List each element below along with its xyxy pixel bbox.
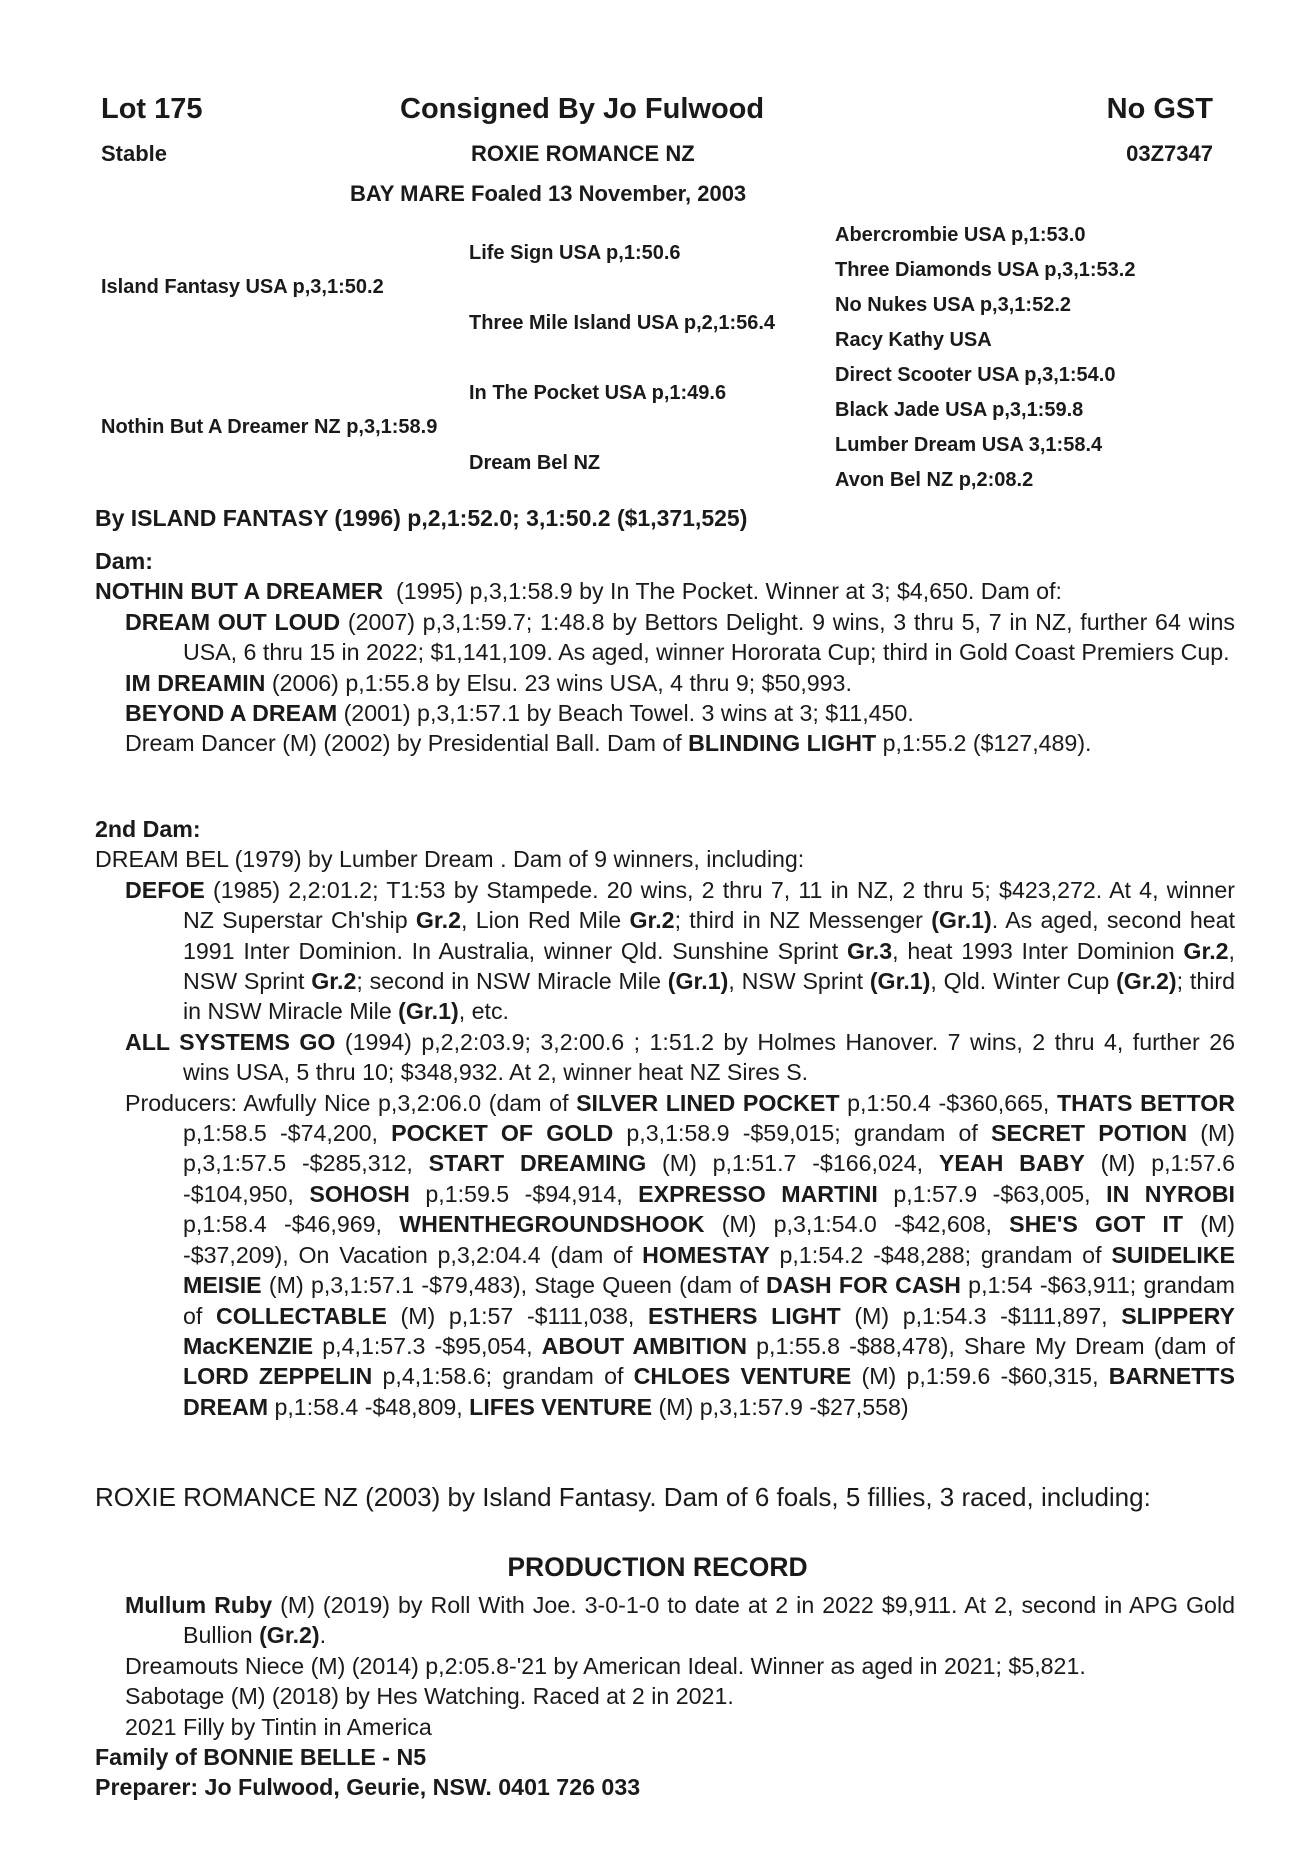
race-grade: (Gr.1) (667, 968, 729, 995)
pedigree-g3: Abercrombie USA p,1:53.0 (835, 224, 1086, 246)
list-item (95, 728, 1235, 758)
foal-name: IN NYROBI (1106, 1180, 1235, 1207)
sire-summary: By ISLAND FANTASY (1996) p,2,1:52.0; 3,1:50.2 ($1,371,525) (95, 505, 748, 531)
foal-details: , NSW Sprint (728, 968, 870, 995)
producer-details: (M) p,1:54.3 -$111,897, (840, 1302, 1122, 1329)
foal-details: ; third in NSW Miracle Mile (183, 968, 1235, 1025)
pedigree-g3: No Nukes USA p,3,1:52.2 (835, 294, 1072, 316)
foal-name: IM DREAMIN (125, 669, 266, 696)
pedigree-g3: Racy Kathy USA (835, 329, 992, 351)
dam-intro (95, 576, 1235, 606)
foal-name: ALL SYSTEMS GO (125, 1028, 336, 1055)
race-grade: (Gr.2) (259, 1622, 320, 1649)
foal-name: Mullum Ruby (125, 1592, 273, 1618)
pedigree-g3: Three Diamonds USA p,3,1:53.2 (835, 259, 1136, 281)
foal-name: SUIDELIKE MEISIE (183, 1241, 1235, 1299)
foal-details: ; second in NSW Miracle Mile (356, 968, 668, 995)
producer-details: p,1:54 -$63,911; grandam of (183, 1272, 1235, 1329)
foal-details: . (319, 1622, 327, 1649)
foal-name: BLINDING LIGHT (688, 730, 877, 757)
horse-code: 03Z7347 (1126, 141, 1213, 166)
race-grade: Gr.2 (311, 968, 357, 995)
foal-name: YEAH BABY (938, 1150, 1085, 1177)
foal-name: ABOUT AMBITION (541, 1332, 748, 1359)
foal-name: DREAM OUT LOUD (125, 608, 341, 635)
race-grade: Gr.2 (1183, 937, 1229, 964)
preparer-line: Preparer: Jo Fulwood, Geurie, NSW. 0401 726 033 (95, 1774, 641, 1801)
producer-details: p,4,1:58.6; grandam of (372, 1363, 634, 1390)
foal-name: LORD ZEPPELIN (183, 1363, 373, 1390)
foaled-line: BAY MARE Foaled 13 November, 2003 (350, 181, 747, 206)
dam-details: (1995) p,3,1:58.9 by In The Pocket. Winner at 3; $4,650. Dam of: (383, 578, 1062, 605)
list-item: 2021 Filly by Tintin in America (125, 1713, 432, 1740)
foal-name: THATS BETTOR (1056, 1089, 1235, 1116)
foal-name: SECRET POTION (991, 1120, 1188, 1147)
list-item (95, 875, 1235, 1027)
pedigree-g3: Avon Bel NZ p,2:08.2 (835, 469, 1034, 491)
pedigree-dam-dam: Dream Bel NZ (469, 452, 601, 474)
foal-details: (2001) p,3,1:57.1 by Beach Towel. 3 wins at 3; $11,450. (337, 700, 914, 727)
consignor: Consigned By Jo Fulwood (400, 93, 765, 125)
pedigree-g3: Black Jade USA p,3,1:59.8 (835, 399, 1084, 421)
producer-details: (M) -$37,209), On Vacation p,3,2:04.4 (dam of (183, 1211, 1236, 1268)
foal-name: LIFES VENTURE (469, 1393, 653, 1420)
pedigree-dam: Nothin But A Dreamer NZ p,3,1:58.9 (101, 416, 438, 438)
foal-details: (2006) p,1:55.8 by Elsu. 23 wins USA, 4 thru 9; $50,993. (265, 669, 852, 696)
race-grade: (Gr.1) (398, 998, 459, 1025)
foal-name: CHLOES VENTURE (633, 1363, 852, 1390)
foal-name: ESTHERS LIGHT (648, 1302, 841, 1329)
family-line: Family of BONNIE BELLE - N5 (95, 1744, 427, 1771)
foal-name: SLIPPERY MacKENZIE (183, 1302, 1236, 1359)
list-item: Sabotage (M) (2018) by Hes Watching. Raced at 2 in 2021. (125, 1683, 734, 1710)
list-item (95, 607, 1235, 668)
list-item (95, 668, 1235, 698)
dam-section (95, 546, 1235, 759)
foal-details: (M) (2019) by Roll With Joe. 3-0-1-0 to date at 2 in 2022 $9,911. At 2, second in APG Gold Bullion (183, 1592, 1235, 1649)
foal-details: , heat 1993 Inter Dominion (892, 937, 1184, 964)
second-dam-intro: DREAM BEL (1979) by Lumber Dream . Dam of 9 winners, including: (95, 846, 805, 873)
foal-details: , Qld. Winter Cup (930, 968, 1117, 995)
producer-details: p,1:55.8 -$88,478), Share My Dream (dam of (747, 1332, 1236, 1359)
pedigree-g3: Direct Scooter USA p,3,1:54.0 (835, 364, 1116, 386)
race-grade: Gr.3 (847, 937, 893, 964)
foal-name: SHE'S GOT IT (1009, 1211, 1184, 1238)
producer-details: (M) p,1:59.6 -$60,315, (851, 1363, 1109, 1390)
producer-details: p,1:59.5 -$94,914, (409, 1180, 639, 1207)
pedigree-g3: Lumber Dream USA 3,1:58.4 (835, 434, 1103, 456)
mare-summary: ROXIE ROMANCE NZ (2003) by Island Fantasy. Dam of 6 foals, 5 fillies, 3 raced, including: (95, 1482, 1151, 1512)
dam-name: NOTHIN BUT A DREAMER (95, 578, 384, 605)
gst-status: No GST (1106, 93, 1213, 125)
race-grade: (Gr.1) (869, 968, 931, 995)
production-record-title: PRODUCTION RECORD (507, 1552, 808, 1582)
producer-details: Producers: Awfully Nice p,3,2:06.0 (dam of (125, 1089, 577, 1116)
producer-details: (M) p,3,1:57.5 -$285,312, (183, 1120, 1236, 1177)
producer-details: (M) p,1:57.6 -$104,950, (183, 1150, 1235, 1207)
foal-details: , Lion Red Mile (461, 907, 630, 934)
foal-name: SILVER LINED POCKET (576, 1089, 840, 1116)
producer-details: p,1:50.4 -$360,665, (839, 1089, 1057, 1116)
production-record (95, 1590, 1235, 1803)
foal-name: DASH FOR CASH (765, 1272, 961, 1299)
pedigree-sire-sire: Life Sign USA p,1:50.6 (469, 242, 681, 264)
producer-details: p,1:58.4 -$46,969, (183, 1211, 400, 1238)
producer-details: p,1:58.4 -$48,809, (268, 1393, 470, 1420)
producer-details: (M) p,3,1:57.9 -$27,558) (652, 1393, 909, 1420)
foal-details: ; third in NZ Messenger (674, 907, 932, 934)
foal-name: EXPRESSO MARTINI (638, 1180, 878, 1207)
foal-details: (2007) p,3,1:59.7; 1:48.8 by Bettors Delight. 9 wins, 3 thru 5, 7 in NZ, further 64 wins USA, 6 thru 15 in 2022; $1,141,109. As aged, winner Hororata Cup; third in Gold Coast Premiers Cup. (183, 608, 1235, 666)
foal-details: p,1:55.2 ($127,489). (876, 730, 1092, 757)
foal-details: , NSW Sprint (183, 937, 1235, 995)
list-item (95, 1590, 1235, 1651)
foal-details: . As aged, second heat 1991 Inter Dominion. In Australia, winner Qld. Sunshine Sprint (183, 907, 1236, 964)
foal-details: Dream Dancer (M) (2002) by Presidential Ball. Dam of (125, 730, 689, 757)
second-dam-section (95, 814, 1235, 1422)
foal-details: (1994) p,2,2:03.9; 3,2:00.6 ; 1:51.2 by Holmes Hanover. 7 wins, 2 thru 4, further 26 wins USA, 5 thru 10; $348,932. At 2, winner heat NZ Sires S. (183, 1028, 1235, 1086)
race-grade: (Gr.1) (931, 907, 992, 934)
dam-label: Dam: (95, 548, 153, 574)
producers-paragraph (95, 1088, 1235, 1422)
second-dam-label: 2nd Dam: (95, 816, 201, 842)
foal-name: COLLECTABLE (215, 1302, 387, 1329)
pedigree-sire-dam: Three Mile Island USA p,2,1:56.4 (469, 312, 776, 334)
foal-details: (1985) 2,2:01.2; T1:53 by Stampede. 20 wins, 2 thru 7, 11 in NZ, 2 thru 5; $423,272. At 4, winner NZ Superstar Ch'ship (183, 876, 1235, 934)
foal-name: HOMESTAY (642, 1241, 770, 1268)
race-grade: Gr.2 (415, 907, 461, 934)
race-grade: (Gr.2) (1116, 968, 1177, 995)
producer-details: p,1:58.5 -$74,200, (183, 1120, 392, 1147)
foal-name: BEYOND A DREAM (125, 700, 338, 727)
foal-name: POCKET OF GOLD (391, 1120, 614, 1147)
race-grade: Gr.2 (629, 907, 675, 934)
producer-details: (M) p,1:57 -$111,038, (386, 1302, 648, 1329)
list-item (95, 1027, 1235, 1088)
lot-number: Lot 175 (101, 93, 203, 125)
producer-details: (M) p,3,1:57.1 -$79,483), Stage Queen (dam of (261, 1272, 766, 1299)
foal-name: BARNETTS DREAM (183, 1363, 1235, 1420)
foal-name: WHENTHEGROUNDSHOOK (399, 1211, 705, 1238)
stable-label: Stable (101, 141, 168, 166)
producer-details: p,4,1:57.3 -$95,054, (313, 1332, 542, 1359)
foal-name: START DREAMING (428, 1150, 647, 1177)
producer-details: (M) p,1:51.7 -$166,024, (646, 1150, 939, 1177)
producer-details: p,1:57.9 -$63,005, (877, 1180, 1107, 1207)
foal-name: SOHOSH (309, 1180, 410, 1207)
producer-details: p,3,1:58.9 -$59,015; grandam of (613, 1120, 991, 1147)
foal-name: DEFOE (125, 876, 205, 903)
producer-details: p,1:54.2 -$48,288; grandam of (769, 1241, 1112, 1268)
pedigree-dam-sire: In The Pocket USA p,1:49.6 (469, 382, 727, 404)
horse-name: ROXIE ROMANCE NZ (471, 141, 695, 166)
pedigree-sire: Island Fantasy USA p,3,1:50.2 (101, 276, 384, 298)
list-item: Dreamouts Niece (M) (2014) p,2:05.8-'21 by American Ideal. Winner as aged in 2021; $5,821. (125, 1652, 1086, 1679)
list-item (95, 698, 1235, 728)
producer-details: (M) p,3,1:54.0 -$42,608, (704, 1211, 1010, 1238)
foal-details: , etc. (458, 998, 509, 1025)
